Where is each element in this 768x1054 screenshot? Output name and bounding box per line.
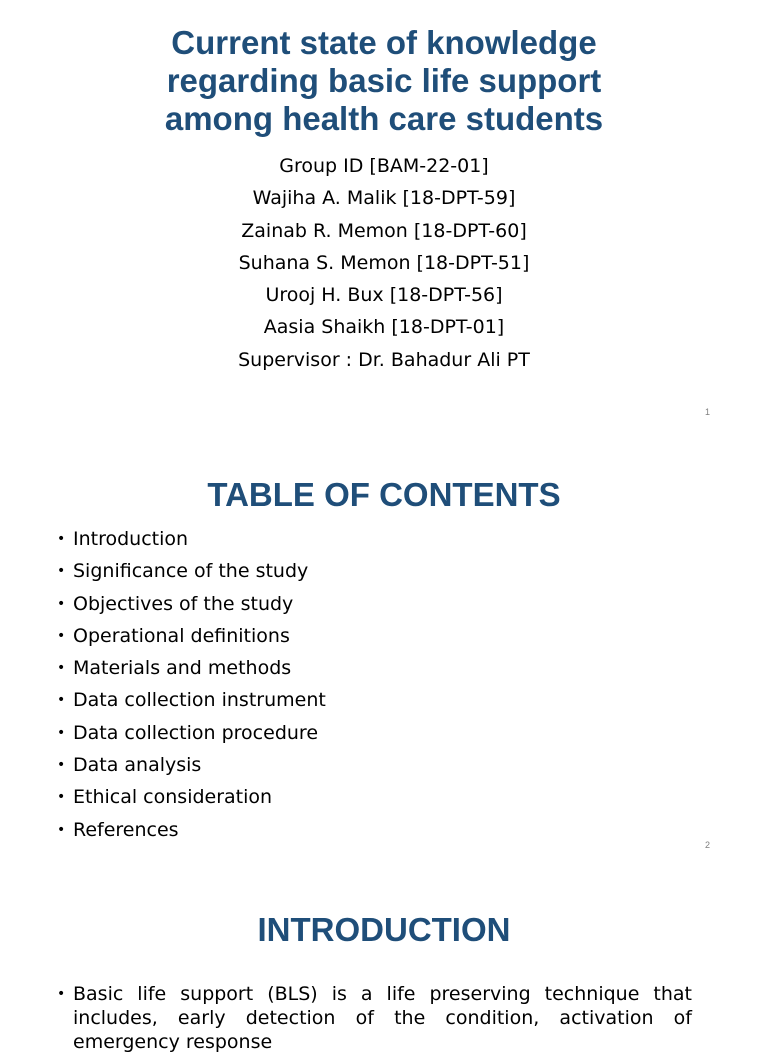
list-item-label: Data analysis <box>73 754 202 777</box>
list-item <box>57 555 326 587</box>
list-item <box>57 652 326 684</box>
list-item <box>57 814 326 846</box>
slide-2 <box>0 432 768 857</box>
slide-1 <box>0 0 768 430</box>
list-item <box>57 684 326 716</box>
bullet-icon: • <box>57 531 66 547</box>
page-number: 1 <box>704 407 710 417</box>
list-item <box>57 620 326 652</box>
bullet-icon: • <box>57 789 66 806</box>
list-item-label: Data collection instrument <box>73 689 326 712</box>
list-item-label: Ethical consideration <box>73 786 273 809</box>
list-item <box>57 781 326 813</box>
presentation-title: Current state of knowledge regarding basic life support among health care students <box>164 24 604 137</box>
bullet-icon: • <box>57 986 66 1002</box>
list-item-label: Operational definitions <box>73 624 290 647</box>
list-item-label: Introduction <box>73 528 189 550</box>
list-item <box>57 717 326 749</box>
author-name: Wajiha A. Malik [18-DPT-59] <box>252 187 516 210</box>
list-item-label: Objectives of the study <box>73 592 294 615</box>
bullet-icon: • <box>57 595 66 612</box>
author-name: Aasia Shaikh [18-DPT-01] <box>263 316 505 339</box>
page-number: 2 <box>704 840 710 850</box>
bullet-icon: • <box>57 660 66 677</box>
bullet-icon: • <box>57 757 66 774</box>
author-name: Zainab R. Memon [18-DPT-60] <box>241 219 527 242</box>
introduction-paragraph <box>57 982 692 1054</box>
introduction-title: INTRODUCTION <box>257 911 511 948</box>
introduction-text: Basic life support (BLS) is a life preserving technique that includes, early detection of the condition, activation of emergency response <box>73 983 692 1053</box>
author-name: Urooj H. Bux [18-DPT-56] <box>265 284 503 307</box>
supervisor: Supervisor : Dr. Bahadur Ali PT <box>238 348 530 371</box>
list-item-label: References <box>73 818 179 841</box>
bullet-icon: • <box>57 821 66 838</box>
bullet-icon: • <box>57 724 66 741</box>
list-item-label: Significance of the study <box>73 560 309 583</box>
toc-title: TABLE OF CONTENTS <box>207 476 561 513</box>
group-id: Group ID [BAM-22-01] <box>279 155 489 177</box>
list-item-label: Data collection procedure <box>73 721 319 744</box>
toc-list <box>57 523 326 846</box>
author-list <box>0 150 768 376</box>
list-item-label: Materials and methods <box>73 657 292 680</box>
author-name: Suhana S. Memon [18-DPT-51] <box>238 251 530 274</box>
bullet-icon: • <box>57 627 66 644</box>
list-item <box>57 523 326 555</box>
list-item <box>57 588 326 620</box>
list-item <box>57 749 326 781</box>
bullet-icon: • <box>57 563 66 580</box>
bullet-icon: • <box>57 692 66 709</box>
slide-3 <box>0 860 768 1053</box>
